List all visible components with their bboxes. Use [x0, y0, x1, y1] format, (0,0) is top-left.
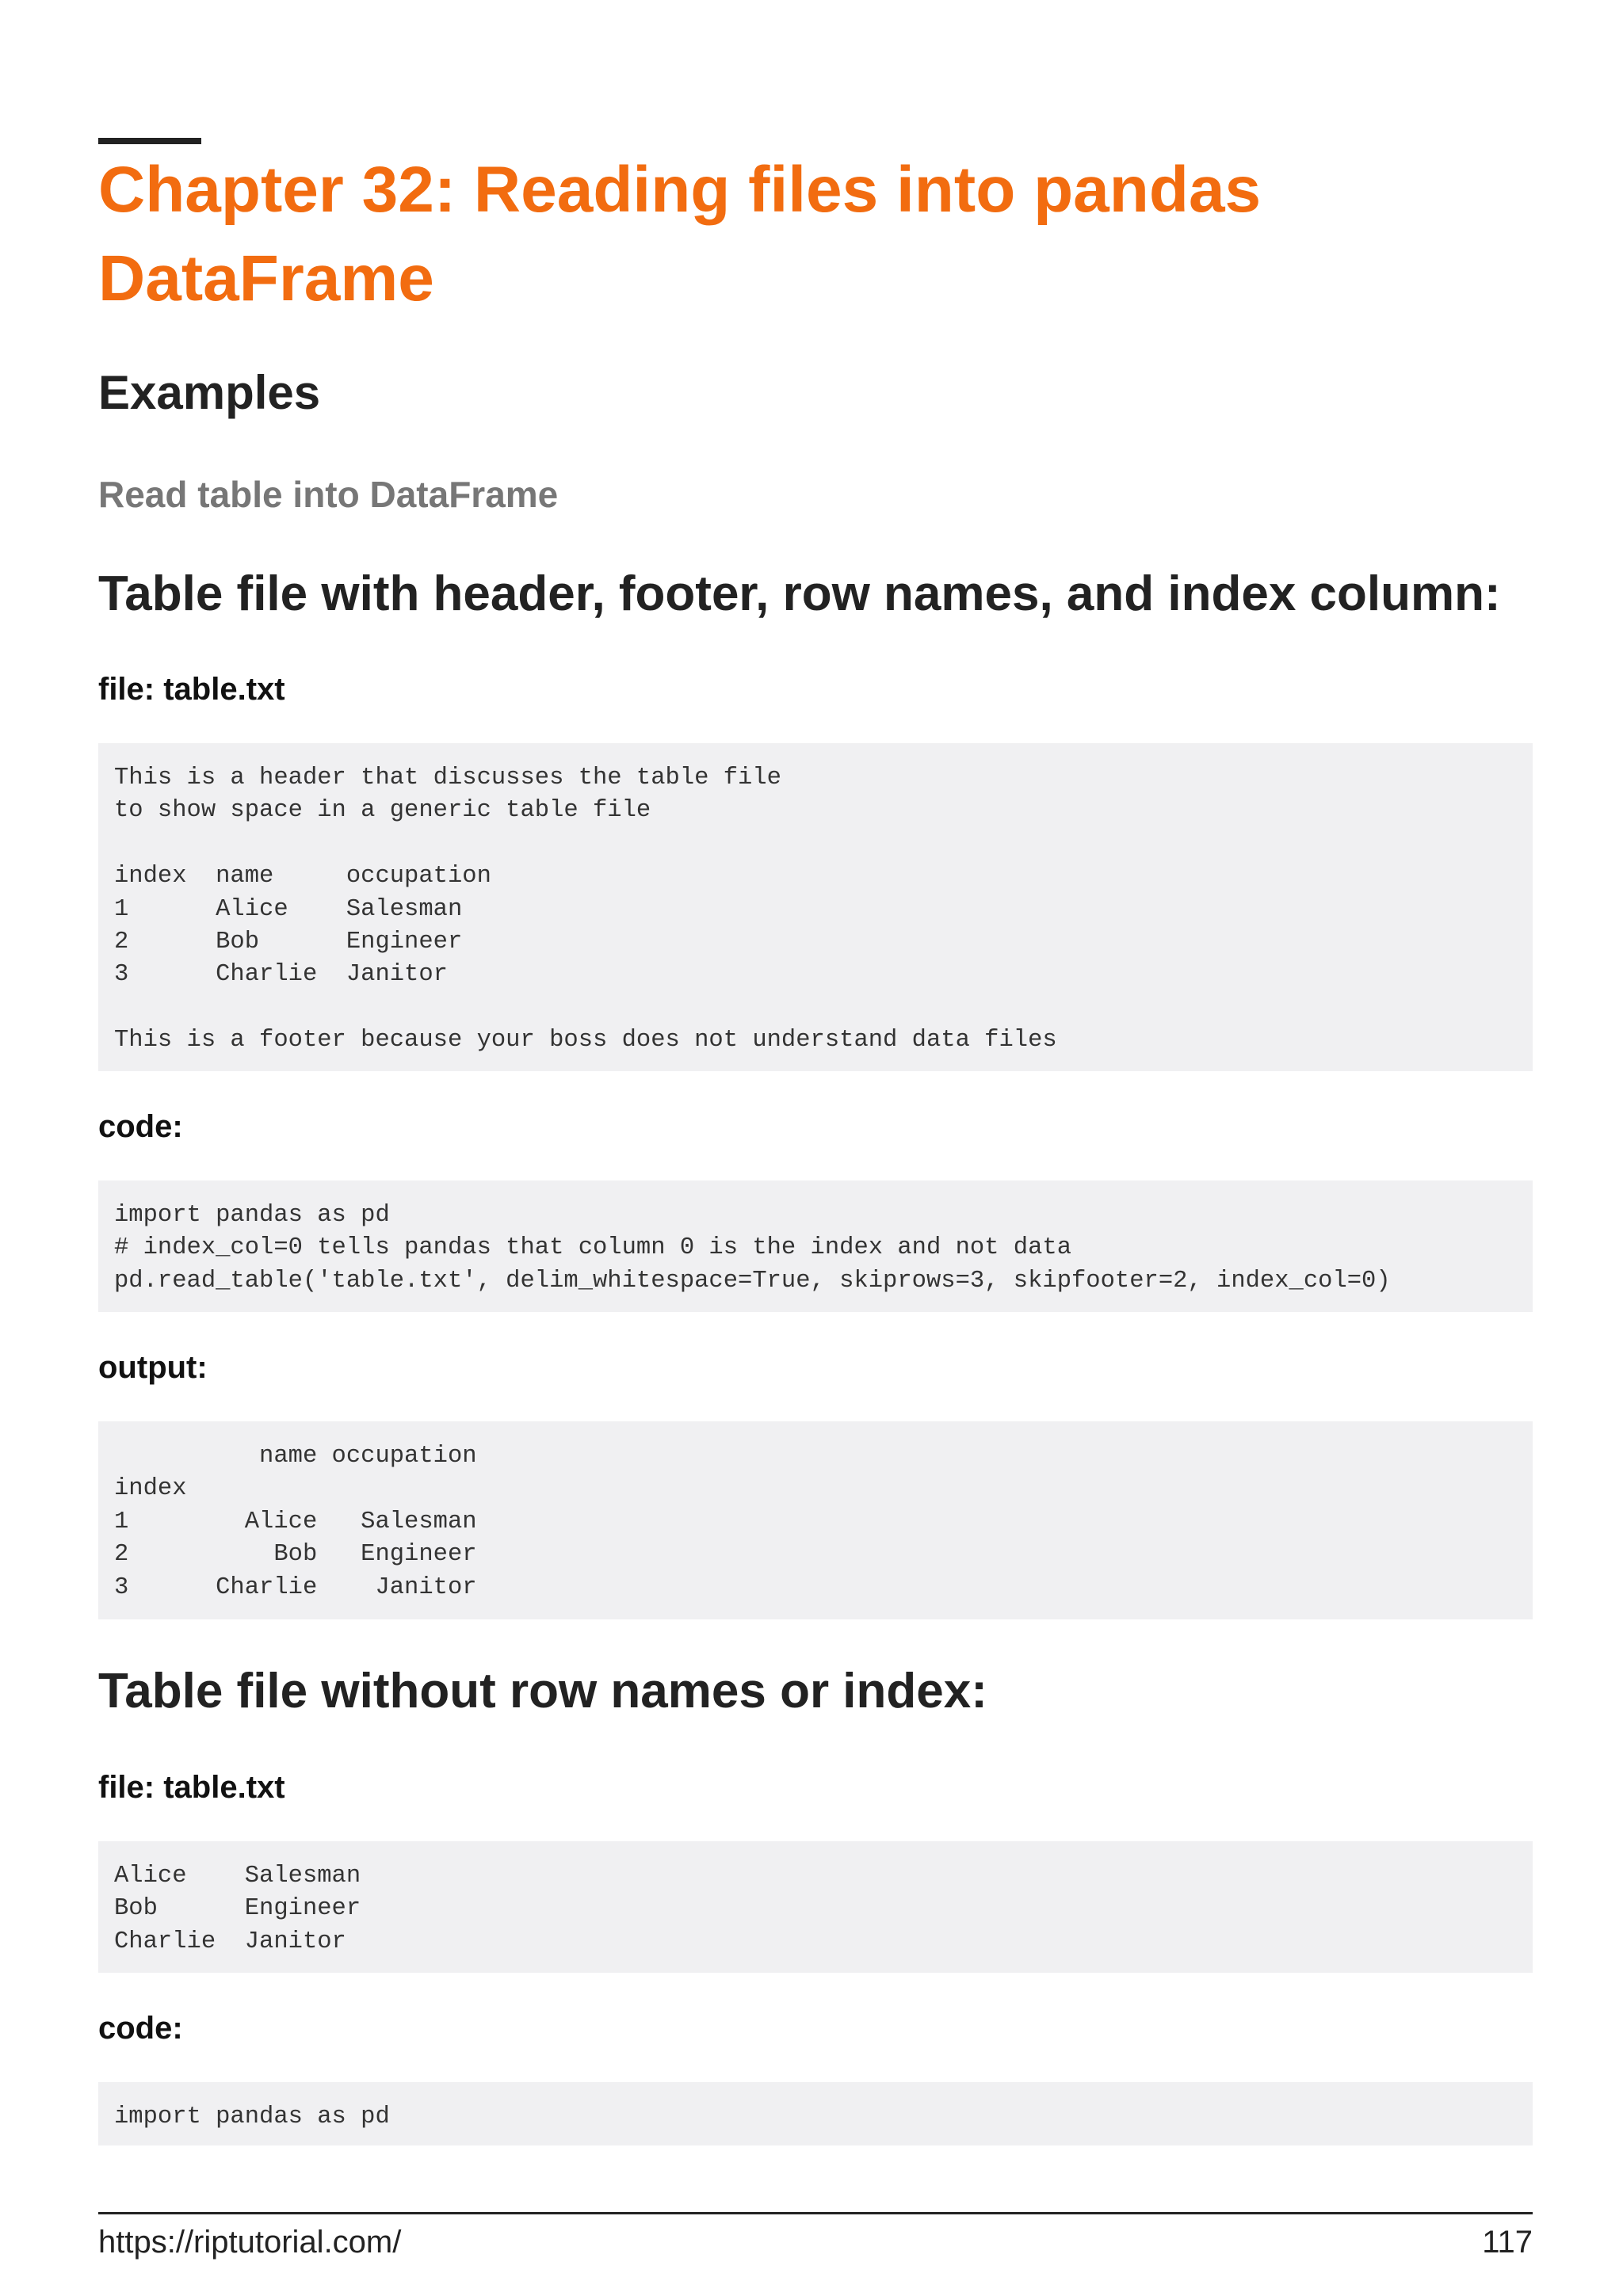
section2-file-content: Alice Salesman Bob Engineer Charlie Janitor	[98, 1841, 1533, 1973]
section1-file-label: file: table.txt	[98, 672, 285, 707]
section1-code-label: code:	[98, 1109, 183, 1144]
footer-rule	[98, 2212, 1533, 2214]
section1-output-content: name occupation index 1 Alice Salesman 2 Bob Engineer 3 Charlie Janitor	[98, 1421, 1533, 1619]
section1-code-content: import pandas as pd # index_col=0 tells pandas that column 0 is the index and not data pd.read_table('table.txt', delim_whitespace=True, skiprows=3, skipfooter=2, index_col=0)	[98, 1180, 1533, 1312]
document-page	[98, 0, 1533, 2296]
section1-file-content: This is a header that discusses the table file to show space in a generic table file index name occupation 1 Alice Salesman 2 Bob Engineer 3 Charlie Janitor This is a footer because your boss does not understand data files	[98, 743, 1533, 1071]
chapter-title: Chapter 32: Reading files into pandas DataFrame	[98, 154, 1262, 315]
example-subheading: Read table into DataFrame	[98, 474, 559, 515]
section1-heading: Table file with header, footer, row names, and index column:	[98, 566, 1501, 621]
section2-code-content: import pandas as pd	[98, 2082, 1533, 2145]
page-number: 117	[1482, 2225, 1533, 2260]
chapter-rule	[98, 138, 201, 144]
footer-url[interactable]: https://riptutorial.com/	[98, 2225, 402, 2260]
examples-heading: Examples	[98, 366, 321, 419]
section2-code-label: code:	[98, 2011, 183, 2046]
section2-heading: Table file without row names or index:	[98, 1664, 987, 1718]
section1-output-label: output:	[98, 1350, 208, 1385]
section2-file-label: file: table.txt	[98, 1770, 285, 1805]
